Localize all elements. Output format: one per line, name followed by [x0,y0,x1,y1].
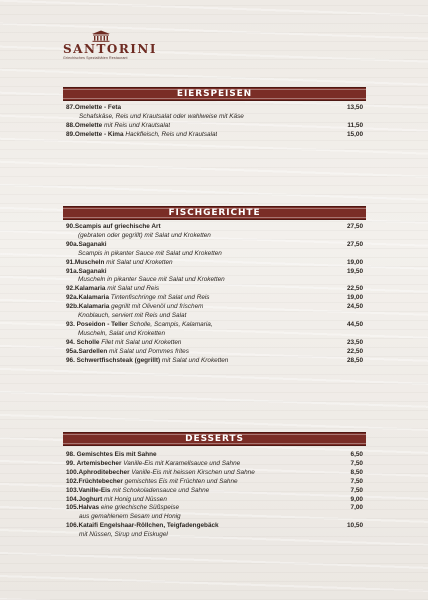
item-number: 90a. [66,240,79,248]
menu-item [66,259,363,268]
item-description: Vanille-Eis mit heissen Kirschen und Sahne [131,468,255,476]
item-description: aus gemahlenem Sesam und Honig [79,513,181,521]
section-header-desserts: DESSERTS [63,432,366,446]
item-number: 95a. [66,347,79,355]
item-name: Artemisbecher [76,459,122,467]
item-number: 88. [66,121,75,129]
item-name: Vanille-Eis [78,486,111,494]
item-description: mit Reis und Krautsalat [104,121,171,129]
item-number: 96. [66,356,75,364]
menu-item [66,469,363,478]
item-description: Hackfleisch, Reis und Krautsalat [125,130,218,138]
item-description: Filet mit Salat und Kroketten [101,338,182,346]
item-number: 100. [66,468,79,476]
item-number: 92a. [66,294,79,302]
item-price: 15,00 [347,130,363,138]
item-description: mit Schokoladensauce und Sahne [112,486,210,494]
menu-item [66,348,363,357]
temple-icon [91,30,111,42]
item-price: 7,50 [350,486,363,494]
item-name: Gemischtes Eis mit Sahne [76,451,157,458]
item-number: 91a. [66,267,79,275]
item-price: 24,50 [347,303,363,311]
item-description: Muscheln, Salat und Kroketten [78,329,166,337]
item-number: 102. [66,477,79,485]
menu-item [66,223,363,232]
item-price: 23,50 [347,338,363,346]
item-price: 27,50 [347,223,363,230]
fischgerichte-list [66,223,363,366]
menu-item [66,504,363,513]
item-name: Kalamaria [78,294,110,302]
item-name: Poseidon - Teller [76,320,128,328]
item-price: 19,50 [347,267,363,275]
menu-item [66,303,363,312]
menu-item [66,522,363,531]
item-price: 7,50 [350,459,363,467]
item-price: 8,50 [350,468,363,476]
menu-item [66,285,363,294]
menu-item [66,294,363,303]
item-number: 98. [66,451,75,458]
menu-item [66,487,363,496]
brand-subtitle: Griechisches Spezialitäten Restaurant [63,56,128,60]
menu-item [66,122,363,131]
item-name: Kalamaria [78,303,110,311]
item-name: Scholle [76,338,100,346]
item-description: Muscheln in pikanter Sauce mit Salat und Kroketten [78,276,225,284]
item-price: 7,50 [350,477,363,485]
item-price: 22,50 [347,347,363,355]
item-name: Kataifi Engelshaar-Röllchen, Teigfadengebäck [78,522,219,530]
item-description: eine griechische Süßspeise [100,504,179,512]
item-number: 92b. [66,303,79,311]
item-price: 9,00 [350,495,363,503]
item-name: Schwertfischsteak (gegrillt) [76,356,161,364]
item-number: 105. [66,504,79,512]
item-number: 99. [66,459,75,467]
section-header-eierspeisen: EIERSPEISEN [63,87,366,101]
item-description: mit Salat und Reis [107,285,160,293]
menu-item [66,339,363,348]
item-price: 19,00 [347,294,363,302]
menu-item [66,268,363,277]
menu-item [66,131,363,140]
item-price: 13,50 [347,104,363,111]
menu-item [66,104,363,113]
item-name: Halvas [78,504,100,512]
item-description: mit Salat und Pommes frites [109,347,189,355]
item-number: 92. [66,285,75,293]
menu-item [66,321,363,330]
item-name: Sardellen [78,347,108,355]
item-number: 94. [66,338,75,346]
menu-item [66,478,363,487]
item-description: gemischtes Eis mit Früchten und Sahne [124,477,238,485]
menu-item [66,241,363,250]
item-price: 22,50 [347,285,363,293]
item-number: 89. [66,130,75,138]
item-description: mit Nüssen, Sirup und Eiskugel [79,531,168,539]
item-price: 11,50 [347,121,363,129]
item-price: 44,50 [347,320,363,328]
item-price: 10,50 [347,522,363,530]
item-description: (gebraten oder gegrillt) mit Salat und Kroketten [78,231,211,239]
menu-item [66,496,363,505]
item-number: 90. [66,223,75,230]
item-name: Scampis auf griechische Art [74,223,161,230]
item-price: 28,50 [347,356,363,364]
item-number: 87. [66,104,75,111]
item-description: mit Salat und Kroketten [106,258,173,266]
menu-item [66,357,363,366]
menu-item [66,451,363,460]
item-name: Saganaki [78,240,107,248]
item-name: Muscheln [74,258,105,266]
item-description: mit Salat und Kroketten [161,356,229,364]
item-description: Scampis in pikanter Sauce mit Salat und Kroketten [78,249,222,257]
eierspeisen-list [66,104,363,140]
item-name: Saganaki [78,267,107,275]
brand-name: SANTORINI [63,42,157,56]
item-number: 93. [66,320,75,328]
item-number: 103. [66,486,79,494]
item-name: Joghurt [78,495,103,503]
section-header-fischgerichte: FISCHGERICHTE [63,206,366,220]
desserts-list [66,451,363,540]
item-price: 7,00 [350,504,363,512]
item-description: gegrillt mit Olivenöl und frischem [111,303,204,311]
menu-item [66,460,363,469]
item-name: Kalamaria [74,285,106,293]
item-description: Knoblauch, serviert mit Reis und Salat [78,312,187,320]
item-name: Früchtebecher [78,477,123,485]
item-price: 19,00 [347,258,363,266]
item-price: 6,50 [350,451,363,458]
item-number: 91. [66,258,75,266]
item-number: 106. [66,522,79,530]
item-description: Scholle, Scampis, Kalamaria, [129,320,213,328]
item-name: Omelette - Kima [74,130,124,138]
item-description: Vanille-Eis mit Karamellsauce und Sahne [123,459,241,467]
item-description: Tintenfischringe mit Salat und Reis [110,294,210,302]
item-description: Schafskäse, Reis und Krautsalat oder wahlweise mit Käse [79,112,244,120]
item-name: Omelette [74,121,103,129]
item-description: mit Honig und Nüssen [104,495,167,503]
item-name: Aphroditebecher [78,468,130,476]
logo [63,30,157,60]
item-number: 104. [66,495,79,503]
item-price: 27,50 [347,240,363,248]
item-name: Omelette - Feta [74,104,122,111]
